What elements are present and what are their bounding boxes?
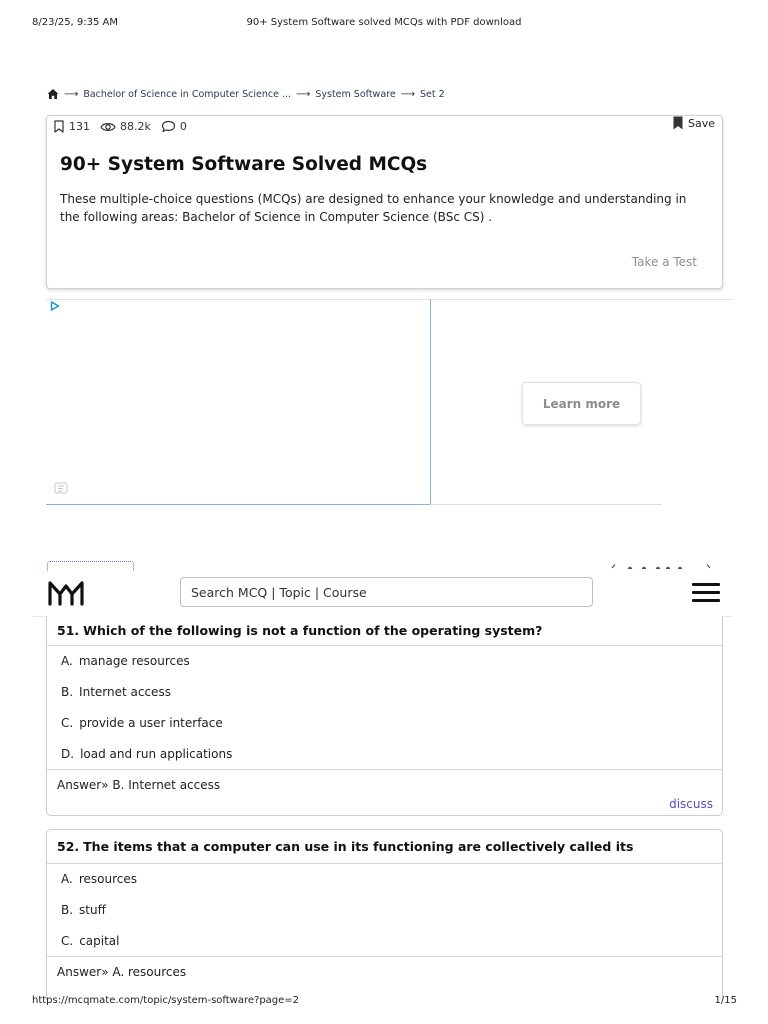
page-title: 90+ System Software Solved MCQs xyxy=(60,154,428,175)
option-letter: A. xyxy=(61,872,73,887)
saves-stat xyxy=(53,120,90,133)
ad-media-area[interactable] xyxy=(46,299,431,505)
options-list xyxy=(47,864,722,956)
option-item[interactable] xyxy=(47,926,722,957)
question-number: 51. xyxy=(57,623,80,638)
print-footer-url: https://mcqmate.com/topic/system-software?page=2 xyxy=(32,995,300,1006)
question-card xyxy=(46,616,723,816)
discuss-link[interactable]: discuss xyxy=(669,797,713,811)
bookmark-icon xyxy=(53,120,65,133)
option-letter: D. xyxy=(61,746,75,761)
saves-count: 131 xyxy=(69,120,90,133)
option-letter: B. xyxy=(61,903,74,918)
breadcrumb-item-subject[interactable]: System Software xyxy=(315,88,396,100)
learn-more-button[interactable]: Learn more xyxy=(522,382,641,425)
save-button[interactable] xyxy=(672,116,715,130)
option-letter: C. xyxy=(61,715,74,730)
print-page-number: 1/15 xyxy=(714,995,737,1006)
options-list xyxy=(47,646,722,769)
pagination-partial xyxy=(608,563,714,569)
option-text: manage resources xyxy=(78,654,190,669)
option-item[interactable] xyxy=(47,864,722,895)
option-text: stuff xyxy=(79,903,106,918)
option-text: provide a user interface xyxy=(79,715,223,730)
take-test-button[interactable]: Take a Test xyxy=(631,255,697,269)
mcqmate-logo[interactable] xyxy=(47,580,85,606)
option-item[interactable] xyxy=(47,895,722,926)
bookmark-filled-icon xyxy=(672,116,684,130)
print-date: 8/23/25, 9:35 AM xyxy=(32,17,119,28)
hamburger-menu-icon[interactable] xyxy=(692,583,720,603)
topic-info-card xyxy=(46,115,723,289)
comments-count: 0 xyxy=(179,120,187,133)
topic-stats xyxy=(53,120,187,133)
views-stat xyxy=(100,120,151,133)
option-item[interactable] xyxy=(47,738,722,769)
answer-prefix: Answer» xyxy=(57,965,109,980)
ad-info-icon[interactable] xyxy=(54,482,68,494)
breadcrumb-item-course[interactable]: Bachelor of Science in Computer Science ... xyxy=(83,88,292,100)
home-icon[interactable] xyxy=(47,88,59,100)
search-input[interactable]: Search MCQ | Topic | Course xyxy=(180,577,593,607)
question-card xyxy=(46,829,723,1000)
views-count: 88.2k xyxy=(120,120,151,133)
option-item[interactable] xyxy=(47,708,722,739)
breadcrumb-separator: ⟶ xyxy=(64,88,79,100)
ad-divider xyxy=(430,504,662,505)
breadcrumb-separator: ⟶ xyxy=(296,88,311,100)
print-page-title: 90+ System Software solved MCQs with PDF download xyxy=(246,17,522,28)
option-letter: A. xyxy=(61,654,73,669)
comment-icon xyxy=(161,120,176,133)
option-letter: B. xyxy=(61,685,74,700)
question-heading xyxy=(47,830,722,864)
comments-stat xyxy=(161,120,187,133)
ad-choices-icon[interactable] xyxy=(50,301,60,311)
question-number: 52. xyxy=(57,839,80,854)
option-letter: C. xyxy=(61,933,74,948)
breadcrumb-separator: ⟶ xyxy=(400,88,416,100)
question-text[interactable]: Which of the following is not a function of the operating system? xyxy=(83,623,543,638)
breadcrumb-item-set[interactable]: Set 2 xyxy=(420,88,445,100)
save-label: Save xyxy=(687,116,715,130)
answer-text: B. Internet access xyxy=(112,778,221,793)
option-text: resources xyxy=(78,872,137,887)
answer-prefix: Answer» xyxy=(57,778,109,793)
option-text: Internet access xyxy=(79,685,171,700)
option-item[interactable] xyxy=(47,646,722,677)
answer-row xyxy=(47,956,722,987)
site-header xyxy=(32,571,732,617)
topic-description: These multiple-choice questions (MCQs) are designed to enhance your knowledge and understanding in the following areas: Bachelor of Science in Computer Science (BSc CS) . xyxy=(60,192,687,224)
answer-row xyxy=(47,769,722,800)
breadcrumb xyxy=(47,88,445,100)
option-text: capital xyxy=(79,933,120,948)
eye-icon xyxy=(100,121,116,133)
option-item[interactable] xyxy=(47,677,722,708)
question-heading xyxy=(47,616,722,646)
question-text[interactable]: The items that a computer can use in its functioning are collectively called its xyxy=(83,839,634,854)
answer-text: A. resources xyxy=(112,965,187,980)
option-text: load and run applications xyxy=(80,746,233,761)
